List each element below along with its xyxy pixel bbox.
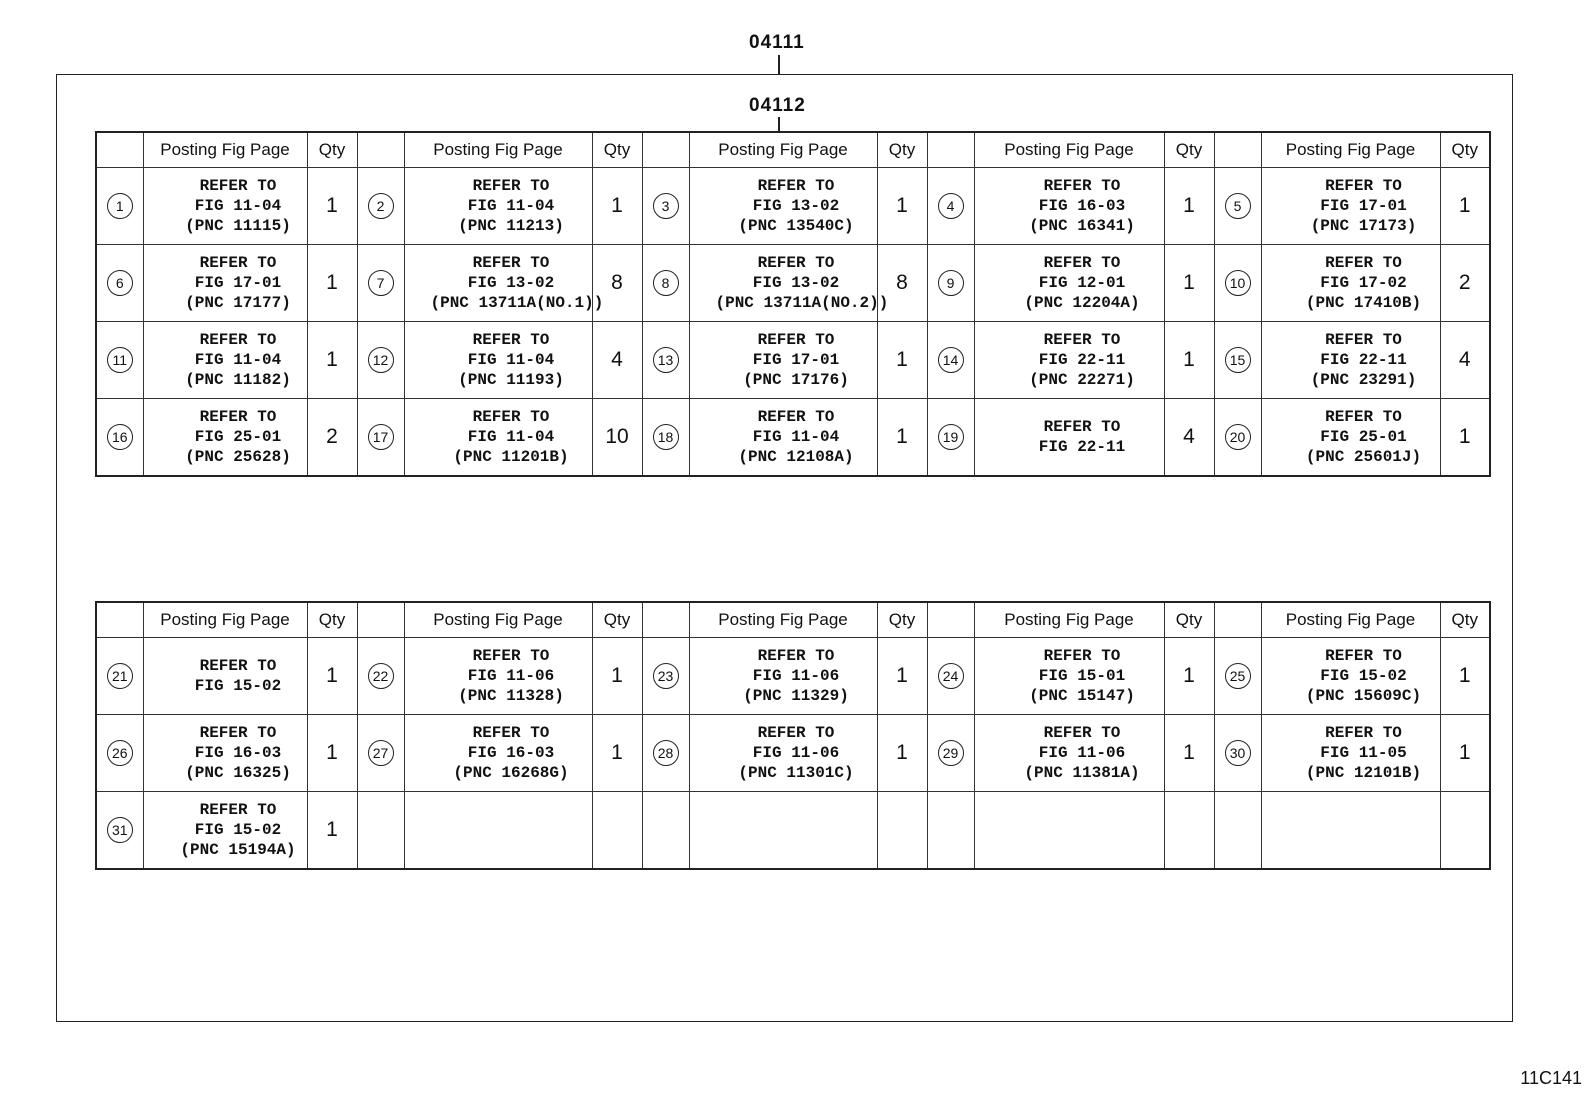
posting-fig-cell [1261,245,1440,322]
callout-cell [357,168,404,245]
callout-number: 25 [1225,663,1251,689]
reference-text-line2: FIG 11-06 [752,744,840,762]
reference-text-line2: FIG 15-02 [194,821,282,839]
header-num-cell [642,132,689,168]
callout-cell [96,168,143,245]
callout-number: 10 [1225,270,1251,296]
reference-text-line3: (PNC 12204A) [1024,294,1140,312]
reference-text-line1: REFER TO [472,177,550,195]
callout-number: 29 [938,740,964,766]
reference-text-line3: (PNC 11182) [185,371,291,389]
reference-text-line2: FIG 11-04 [194,351,282,369]
callout-number: 15 [1225,347,1251,373]
reference-text-line2: FIG 17-01 [752,351,840,369]
posting-fig-cell [1261,638,1440,715]
header-num-cell [357,132,404,168]
reference-text-line2: FIG 22-11 [1038,351,1126,369]
reference-text-line1: REFER TO [757,177,835,195]
reference-text-line1: REFER TO [1325,724,1402,742]
header-num-cell [927,602,974,638]
table-row [96,715,1490,792]
posting-fig-cell [404,168,592,245]
reference-text-line3: (PNC 25628) [185,448,291,466]
posting-fig-cell [143,168,307,245]
header-qty-cell: Qty [307,602,357,638]
header-desc-cell: Posting Fig Page [1261,602,1440,638]
callout-cell [927,638,974,715]
callout-cell [96,322,143,399]
qty-cell: 1 [1164,715,1214,792]
reference-text-line2: FIG 15-02 [1320,667,1407,685]
reference-text-line2: FIG 13-02 [467,274,555,292]
posting-fig-cell [404,715,592,792]
parts-table-1 [95,131,1491,477]
callout-cell [642,399,689,477]
posting-fig-cell [974,638,1164,715]
posting-fig-cell [404,792,592,870]
callout-number: 18 [653,424,679,450]
reference-text-line1: REFER TO [199,801,277,819]
callout-cell [1214,168,1261,245]
posting-fig-cell [974,168,1164,245]
qty-cell: 8 [592,245,642,322]
header-num-cell [642,602,689,638]
callout-cell [357,322,404,399]
reference-text-line3: (PNC 11213) [458,217,564,235]
callout-number: 6 [107,270,133,296]
reference-text-line3: (PNC 13711A(NO.1)) [430,294,604,312]
callout-number: 1 [107,193,133,219]
figure-code: 11C141 [1520,1068,1582,1088]
reference-text-line2: FIG 11-04 [752,428,840,446]
header-num-cell [96,132,143,168]
header-qty-cell: Qty [307,132,357,168]
reference-text-line1: REFER TO [1043,254,1121,272]
posting-fig-cell [143,715,307,792]
reference-text-line1: REFER TO [1325,177,1402,195]
callout-number: 17 [368,424,394,450]
table-row [96,638,1490,715]
reference-text-line3: (PNC 12108A) [738,448,854,466]
callout-cell [642,638,689,715]
callout-cell [1214,245,1261,322]
header-num-cell [96,602,143,638]
header-num-cell [1214,132,1261,168]
reference-text-line1: REFER TO [1043,418,1121,436]
reference-text-line1: REFER TO [472,647,550,665]
reference-text-line2: FIG 16-03 [1038,197,1126,215]
reference-text-line2: FIG 13-02 [752,197,840,215]
reference-text-line2: FIG 16-03 [194,744,282,762]
reference-text-line1: REFER TO [199,724,277,742]
reference-text-line1: REFER TO [1325,331,1402,349]
reference-text-line1: REFER TO [1325,254,1402,272]
posting-fig-cell [404,638,592,715]
reference-text-line1: REFER TO [1043,647,1121,665]
reference-text-line1: REFER TO [472,408,550,426]
qty-cell: 4 [1440,322,1490,399]
callout-number: 12 [368,347,394,373]
table-row [96,168,1490,245]
table-row [96,399,1490,477]
header-qty-cell: Qty [1164,602,1214,638]
posting-fig-cell [143,322,307,399]
reference-text-line1: REFER TO [472,254,550,272]
header-desc-cell: Posting Fig Page [404,132,592,168]
callout-number: 19 [938,424,964,450]
posting-fig-cell [143,792,307,870]
reference-text-line3: (PNC 11301C) [738,764,854,782]
callout-cell [927,245,974,322]
reference-text-line3: (PNC 11381A) [1024,764,1140,782]
reference-text-line2: FIG 11-04 [467,428,555,446]
reference-text-line2: FIG 11-06 [752,667,840,685]
callout-cell [642,322,689,399]
reference-text-line3: (PNC 11201B) [453,448,569,466]
reference-text-line3: (PNC 25601J) [1305,448,1422,466]
header-num-cell [1214,602,1261,638]
reference-text-line3: (PNC 15194A) [180,841,296,859]
qty-cell: 1 [1164,638,1214,715]
callout-cell [357,399,404,477]
reference-text-line1: REFER TO [757,331,835,349]
reference-text-line2: FIG 22-11 [1038,438,1126,456]
callout-cell [357,792,404,870]
qty-cell [1440,792,1490,870]
reference-text-line3: (PNC 12101B) [1305,764,1422,782]
posting-fig-cell [974,715,1164,792]
reference-text-line2: FIG 11-04 [467,197,555,215]
callout-cell [357,715,404,792]
reference-text-line2: FIG 17-02 [1320,274,1407,292]
callout-cell [96,245,143,322]
posting-fig-cell [1261,322,1440,399]
callout-number: 24 [938,663,964,689]
header-qty-cell: Qty [877,602,927,638]
reference-text-line3: (PNC 11115) [185,217,291,235]
outer-leader-line [778,55,780,75]
reference-text-line2: FIG 22-11 [1320,351,1407,369]
qty-cell: 1 [307,715,357,792]
posting-fig-cell [689,715,877,792]
reference-text-line1: REFER TO [757,408,835,426]
header-num-cell [927,132,974,168]
reference-text-line3: (PNC 17176) [743,371,849,389]
header-qty-cell: Qty [592,602,642,638]
reference-text-line3: (PNC 16341) [1029,217,1135,235]
reference-text-line3: (PNC 16325) [185,764,291,782]
callout-number: 14 [938,347,964,373]
reference-text-line2: FIG 25-01 [194,428,282,446]
posting-fig-cell [974,399,1164,477]
reference-text-line3: (PNC 22271) [1029,371,1135,389]
callout-cell [96,399,143,477]
callout-cell [642,168,689,245]
header-desc-cell: Posting Fig Page [974,132,1164,168]
posting-fig-cell [689,399,877,477]
reference-text-line2: FIG 11-04 [194,197,282,215]
reference-text-line3: (PNC 11328) [458,687,564,705]
header-desc-cell: Posting Fig Page [689,602,877,638]
header-desc-cell: Posting Fig Page [143,602,307,638]
callout-cell [1214,399,1261,477]
posting-fig-cell [404,322,592,399]
callout-number: 2 [368,193,394,219]
posting-fig-cell [689,168,877,245]
qty-cell: 8 [877,245,927,322]
callout-number: 23 [653,663,679,689]
reference-text-line2: FIG 13-02 [752,274,840,292]
reference-text-line3: (PNC 16268G) [453,764,569,782]
qty-cell: 1 [307,792,357,870]
posting-fig-cell [404,399,592,477]
qty-cell: 1 [877,638,927,715]
qty-cell: 1 [877,715,927,792]
reference-text-line1: REFER TO [199,657,277,675]
posting-fig-cell [974,245,1164,322]
callout-cell [96,638,143,715]
reference-text-line1: REFER TO [757,724,835,742]
qty-cell: 1 [877,168,927,245]
qty-cell: 1 [592,638,642,715]
posting-fig-cell [974,792,1164,870]
callout-cell [357,245,404,322]
reference-text-line3: (PNC 13540C) [738,217,854,235]
reference-text-line3: (PNC 11193) [458,371,564,389]
callout-cell [96,792,143,870]
assembly-label-inner: 04112 [749,95,806,116]
reference-text-line2: FIG 11-04 [467,351,555,369]
qty-cell: 1 [1440,715,1490,792]
header-row [96,132,1490,168]
reference-text-line2: FIG 12-01 [1038,274,1126,292]
reference-text-line1: REFER TO [199,408,277,426]
qty-cell: 1 [1440,638,1490,715]
callout-cell [927,399,974,477]
reference-text-line3: (PNC 17173) [1310,217,1417,235]
qty-cell [592,792,642,870]
callout-cell [642,715,689,792]
header-qty-cell: Qty [1440,602,1490,638]
qty-cell: 4 [1164,399,1214,477]
reference-text-line1: REFER TO [757,254,835,272]
header-desc-cell: Posting Fig Page [689,132,877,168]
qty-cell: 1 [307,638,357,715]
posting-fig-cell [689,792,877,870]
qty-cell: 1 [1164,245,1214,322]
posting-fig-cell [689,638,877,715]
qty-cell: 4 [592,322,642,399]
reference-text-line3: (PNC 15609C) [1305,687,1422,705]
callout-number: 21 [107,663,133,689]
posting-fig-cell [1261,168,1440,245]
reference-text-line2: FIG 11-06 [467,667,555,685]
callout-cell [927,715,974,792]
callout-cell [1214,792,1261,870]
assembly-label-outer: 04111 [749,32,805,53]
reference-text-line1: REFER TO [199,177,277,195]
reference-text-line2: FIG 25-01 [1320,428,1407,446]
qty-cell: 1 [592,715,642,792]
reference-text-line1: REFER TO [199,254,277,272]
callout-number: 20 [1225,424,1251,450]
reference-text-line3: (PNC 17177) [185,294,291,312]
header-desc-cell: Posting Fig Page [143,132,307,168]
posting-fig-cell [1261,792,1440,870]
qty-cell: 1 [1164,168,1214,245]
callout-cell [1214,322,1261,399]
reference-text-line1: REFER TO [1043,724,1121,742]
reference-text-line2: FIG 16-03 [467,744,555,762]
callout-cell [927,792,974,870]
header-qty-cell: Qty [877,132,927,168]
header-desc-cell: Posting Fig Page [1261,132,1440,168]
posting-fig-cell [404,245,604,322]
reference-text-line2: FIG 17-01 [194,274,282,292]
callout-cell [1214,715,1261,792]
callout-cell [642,245,689,322]
qty-cell: 2 [307,399,357,477]
posting-fig-cell [143,245,307,322]
qty-cell: 10 [592,399,642,477]
posting-fig-cell [974,322,1164,399]
table-row [96,245,1490,322]
posting-fig-cell [143,638,307,715]
callout-number: 9 [938,270,964,296]
qty-cell: 2 [1440,245,1490,322]
callout-number: 5 [1225,193,1251,219]
parts-table-2 [95,601,1491,870]
callout-number: 11 [107,347,133,373]
callout-number: 13 [653,347,679,373]
reference-text-line1: REFER TO [199,331,277,349]
reference-text-line3: (PNC 15147) [1029,687,1135,705]
callout-number: 30 [1225,740,1251,766]
posting-fig-cell [689,245,889,322]
reference-text-line3: (PNC 23291) [1310,371,1417,389]
header-qty-cell: Qty [1440,132,1490,168]
posting-fig-cell [689,322,877,399]
reference-text-line2: FIG 17-01 [1320,197,1407,215]
callout-cell [96,715,143,792]
header-qty-cell: Qty [592,132,642,168]
qty-cell: 1 [1164,322,1214,399]
header-qty-cell: Qty [1164,132,1214,168]
reference-text-line1: REFER TO [1325,647,1402,665]
qty-cell: 1 [877,399,927,477]
callout-cell [927,168,974,245]
callout-number: 27 [368,740,394,766]
posting-fig-cell [143,399,307,477]
table-row [96,792,1490,870]
qty-cell: 1 [307,168,357,245]
header-desc-cell: Posting Fig Page [974,602,1164,638]
reference-text-line1: REFER TO [757,647,835,665]
reference-text-line3: (PNC 17410B) [1305,294,1422,312]
reference-text-line1: REFER TO [1325,408,1402,426]
header-row [96,602,1490,638]
reference-text-line1: REFER TO [472,724,550,742]
callout-number: 4 [938,193,964,219]
posting-fig-cell [1261,399,1440,477]
callout-cell [357,638,404,715]
reference-text-line2: FIG 15-02 [194,677,282,695]
qty-cell [1164,792,1214,870]
header-num-cell [357,602,404,638]
qty-cell: 1 [592,168,642,245]
qty-cell [877,792,927,870]
reference-text-line2: FIG 11-05 [1320,744,1407,762]
callout-number: 22 [368,663,394,689]
qty-cell: 1 [877,322,927,399]
qty-cell: 1 [307,245,357,322]
callout-number: 28 [653,740,679,766]
reference-text-line1: REFER TO [1043,177,1121,195]
callout-number: 16 [107,424,133,450]
reference-text-line3: (PNC 11329) [743,687,849,705]
callout-number: 26 [107,740,133,766]
callout-number: 3 [653,193,679,219]
header-desc-cell: Posting Fig Page [404,602,592,638]
callout-cell [1214,638,1261,715]
callout-number: 31 [107,817,133,843]
reference-text-line2: FIG 11-06 [1038,744,1126,762]
callout-number: 7 [368,270,394,296]
reference-text-line3: (PNC 13711A(NO.2)) [715,294,889,312]
callout-number: 8 [653,270,679,296]
qty-cell: 1 [1440,399,1490,477]
table-row [96,322,1490,399]
callout-cell [927,322,974,399]
reference-text-line1: REFER TO [472,331,550,349]
reference-text-line2: FIG 15-01 [1038,667,1126,685]
qty-cell: 1 [1440,168,1490,245]
reference-text-line1: REFER TO [1043,331,1121,349]
qty-cell: 1 [307,322,357,399]
callout-cell [642,792,689,870]
posting-fig-cell [1261,715,1440,792]
